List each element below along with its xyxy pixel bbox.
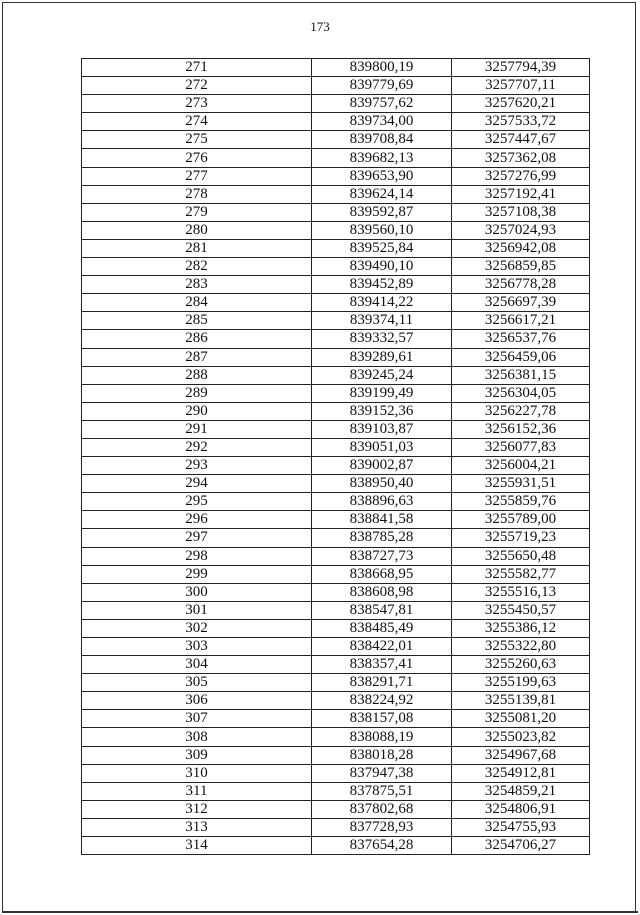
table-row: [82, 258, 590, 276]
y-coordinate-cell: 3255199,63: [452, 674, 590, 692]
point-number-cell: 299: [82, 565, 312, 583]
x-coordinate-cell: 838018,28: [312, 746, 452, 764]
y-coordinate-cell: 3255081,20: [452, 710, 590, 728]
x-coordinate-cell: 838291,71: [312, 674, 452, 692]
x-coordinate-cell: 839708,84: [312, 131, 452, 149]
point-number-cell: 298: [82, 547, 312, 565]
y-coordinate-cell: 3256304,05: [452, 384, 590, 402]
table-row: [82, 656, 590, 674]
point-number-cell: 312: [82, 800, 312, 818]
point-number-cell: 307: [82, 710, 312, 728]
table-row: [82, 77, 590, 95]
point-number-cell: 273: [82, 95, 312, 113]
x-coordinate-cell: 839051,03: [312, 438, 452, 456]
table-row: [82, 330, 590, 348]
x-coordinate-cell: 838841,58: [312, 511, 452, 529]
y-coordinate-cell: 3257024,93: [452, 221, 590, 239]
point-number-cell: 278: [82, 185, 312, 203]
point-number-cell: 280: [82, 221, 312, 239]
x-coordinate-cell: 838357,41: [312, 656, 452, 674]
point-number-cell: 308: [82, 728, 312, 746]
x-coordinate-cell: 838422,01: [312, 638, 452, 656]
y-coordinate-cell: 3255450,57: [452, 601, 590, 619]
table-row: [82, 221, 590, 239]
y-coordinate-cell: 3256617,21: [452, 312, 590, 330]
x-coordinate-cell: 839779,69: [312, 77, 452, 95]
y-coordinate-cell: 3257447,67: [452, 131, 590, 149]
table-row: [82, 312, 590, 330]
x-coordinate-cell: 837728,93: [312, 818, 452, 836]
y-coordinate-cell: 3256697,39: [452, 294, 590, 312]
y-coordinate-cell: 3256778,28: [452, 276, 590, 294]
x-coordinate-cell: 839332,57: [312, 330, 452, 348]
point-number-cell: 302: [82, 619, 312, 637]
y-coordinate-cell: 3255859,76: [452, 493, 590, 511]
point-number-cell: 291: [82, 420, 312, 438]
point-number-cell: 276: [82, 149, 312, 167]
x-coordinate-cell: 838950,40: [312, 475, 452, 493]
y-coordinate-cell: 3257276,99: [452, 167, 590, 185]
x-coordinate-cell: 839245,24: [312, 366, 452, 384]
y-coordinate-cell: 3257707,11: [452, 77, 590, 95]
table-row: [82, 113, 590, 131]
x-coordinate-cell: 838088,19: [312, 728, 452, 746]
table-row: [82, 583, 590, 601]
table-row: [82, 547, 590, 565]
table-row: [82, 529, 590, 547]
x-coordinate-cell: 838547,81: [312, 601, 452, 619]
table-row: [82, 782, 590, 800]
x-coordinate-cell: 838485,49: [312, 619, 452, 637]
point-number-cell: 293: [82, 457, 312, 475]
table-row: [82, 384, 590, 402]
point-number-cell: 305: [82, 674, 312, 692]
table-row: [82, 728, 590, 746]
table-row: [82, 692, 590, 710]
table-row: [82, 457, 590, 475]
y-coordinate-cell: 3255582,77: [452, 565, 590, 583]
point-number-cell: 300: [82, 583, 312, 601]
x-coordinate-cell: 837802,68: [312, 800, 452, 818]
y-coordinate-cell: 3256459,06: [452, 348, 590, 366]
point-number-cell: 274: [82, 113, 312, 131]
point-number-cell: 303: [82, 638, 312, 656]
coordinates-table-body: [82, 59, 590, 855]
y-coordinate-cell: 3257108,38: [452, 203, 590, 221]
y-coordinate-cell: 3256004,21: [452, 457, 590, 475]
x-coordinate-cell: 839002,87: [312, 457, 452, 475]
y-coordinate-cell: 3255139,81: [452, 692, 590, 710]
table-row: [82, 185, 590, 203]
y-coordinate-cell: 3256077,83: [452, 438, 590, 456]
x-coordinate-cell: 839152,36: [312, 402, 452, 420]
x-coordinate-cell: 839452,89: [312, 276, 452, 294]
y-coordinate-cell: 3255386,12: [452, 619, 590, 637]
table-row: [82, 565, 590, 583]
point-number-cell: 290: [82, 402, 312, 420]
x-coordinate-cell: 839199,49: [312, 384, 452, 402]
table-row: [82, 710, 590, 728]
y-coordinate-cell: 3257533,72: [452, 113, 590, 131]
x-coordinate-cell: 839682,13: [312, 149, 452, 167]
table-row: [82, 402, 590, 420]
x-coordinate-cell: 839103,87: [312, 420, 452, 438]
x-coordinate-cell: 838668,95: [312, 565, 452, 583]
table-row: [82, 493, 590, 511]
point-number-cell: 310: [82, 764, 312, 782]
y-coordinate-cell: 3254755,93: [452, 818, 590, 836]
point-number-cell: 306: [82, 692, 312, 710]
x-coordinate-cell: 839289,61: [312, 348, 452, 366]
table-row: [82, 837, 590, 855]
point-number-cell: 297: [82, 529, 312, 547]
x-coordinate-cell: 839624,14: [312, 185, 452, 203]
point-number-cell: 289: [82, 384, 312, 402]
table-row: [82, 366, 590, 384]
table-row: [82, 764, 590, 782]
table-row: [82, 601, 590, 619]
table-row: [82, 276, 590, 294]
table-row: [82, 475, 590, 493]
point-number-cell: 296: [82, 511, 312, 529]
y-coordinate-cell: 3255719,23: [452, 529, 590, 547]
point-number-cell: 288: [82, 366, 312, 384]
x-coordinate-cell: 838785,28: [312, 529, 452, 547]
y-coordinate-cell: 3256859,85: [452, 258, 590, 276]
table-row: [82, 511, 590, 529]
table-row: [82, 167, 590, 185]
x-coordinate-cell: 839560,10: [312, 221, 452, 239]
y-coordinate-cell: 3255650,48: [452, 547, 590, 565]
x-coordinate-cell: 838224,92: [312, 692, 452, 710]
point-number-cell: 282: [82, 258, 312, 276]
table-row: [82, 149, 590, 167]
point-number-cell: 275: [82, 131, 312, 149]
point-number-cell: 311: [82, 782, 312, 800]
y-coordinate-cell: 3255023,82: [452, 728, 590, 746]
table-row: [82, 294, 590, 312]
x-coordinate-cell: 838727,73: [312, 547, 452, 565]
y-coordinate-cell: 3254806,91: [452, 800, 590, 818]
point-number-cell: 292: [82, 438, 312, 456]
x-coordinate-cell: 839525,84: [312, 239, 452, 257]
x-coordinate-cell: 839374,11: [312, 312, 452, 330]
point-number-cell: 279: [82, 203, 312, 221]
point-number-cell: 284: [82, 294, 312, 312]
y-coordinate-cell: 3256227,78: [452, 402, 590, 420]
y-coordinate-cell: 3254859,21: [452, 782, 590, 800]
point-number-cell: 309: [82, 746, 312, 764]
point-number-cell: 285: [82, 312, 312, 330]
x-coordinate-cell: 838157,08: [312, 710, 452, 728]
y-coordinate-cell: 3256381,15: [452, 366, 590, 384]
x-coordinate-cell: 837947,38: [312, 764, 452, 782]
point-number-cell: 301: [82, 601, 312, 619]
x-coordinate-cell: 837654,28: [312, 837, 452, 855]
table-row: [82, 131, 590, 149]
x-coordinate-cell: 839490,10: [312, 258, 452, 276]
x-coordinate-cell: 839800,19: [312, 59, 452, 77]
y-coordinate-cell: 3255260,63: [452, 656, 590, 674]
y-coordinate-cell: 3256152,36: [452, 420, 590, 438]
y-coordinate-cell: 3257192,41: [452, 185, 590, 203]
y-coordinate-cell: 3254912,81: [452, 764, 590, 782]
y-coordinate-cell: 3256942,08: [452, 239, 590, 257]
point-number-cell: 313: [82, 818, 312, 836]
page-bottom-border: [2, 911, 638, 913]
table-row: [82, 438, 590, 456]
point-number-cell: 314: [82, 837, 312, 855]
x-coordinate-cell: 838608,98: [312, 583, 452, 601]
y-coordinate-cell: 3255516,13: [452, 583, 590, 601]
point-number-cell: 283: [82, 276, 312, 294]
coordinates-table: [81, 58, 590, 855]
table-row: [82, 638, 590, 656]
x-coordinate-cell: 839757,62: [312, 95, 452, 113]
table-row: [82, 619, 590, 637]
point-number-cell: 295: [82, 493, 312, 511]
y-coordinate-cell: 3254706,27: [452, 837, 590, 855]
y-coordinate-cell: 3257794,39: [452, 59, 590, 77]
table-row: [82, 800, 590, 818]
point-number-cell: 272: [82, 77, 312, 95]
y-coordinate-cell: 3255322,80: [452, 638, 590, 656]
x-coordinate-cell: 839592,87: [312, 203, 452, 221]
x-coordinate-cell: 839653,90: [312, 167, 452, 185]
y-coordinate-cell: 3256537,76: [452, 330, 590, 348]
table-row: [82, 674, 590, 692]
x-coordinate-cell: 838896,63: [312, 493, 452, 511]
table-row: [82, 95, 590, 113]
page-number: 173: [310, 19, 330, 34]
table-row: [82, 420, 590, 438]
y-coordinate-cell: 3254967,68: [452, 746, 590, 764]
table-row: [82, 818, 590, 836]
table-row: [82, 746, 590, 764]
y-coordinate-cell: 3255931,51: [452, 475, 590, 493]
point-number-cell: 271: [82, 59, 312, 77]
x-coordinate-cell: 837875,51: [312, 782, 452, 800]
point-number-cell: 294: [82, 475, 312, 493]
y-coordinate-cell: 3255789,00: [452, 511, 590, 529]
table-row: [82, 203, 590, 221]
x-coordinate-cell: 839414,22: [312, 294, 452, 312]
table-row: [82, 59, 590, 77]
y-coordinate-cell: 3257620,21: [452, 95, 590, 113]
point-number-cell: 304: [82, 656, 312, 674]
point-number-cell: 287: [82, 348, 312, 366]
x-coordinate-cell: 839734,00: [312, 113, 452, 131]
table-row: [82, 239, 590, 257]
y-coordinate-cell: 3257362,08: [452, 149, 590, 167]
point-number-cell: 286: [82, 330, 312, 348]
point-number-cell: 277: [82, 167, 312, 185]
table-row: [82, 348, 590, 366]
point-number-cell: 281: [82, 239, 312, 257]
